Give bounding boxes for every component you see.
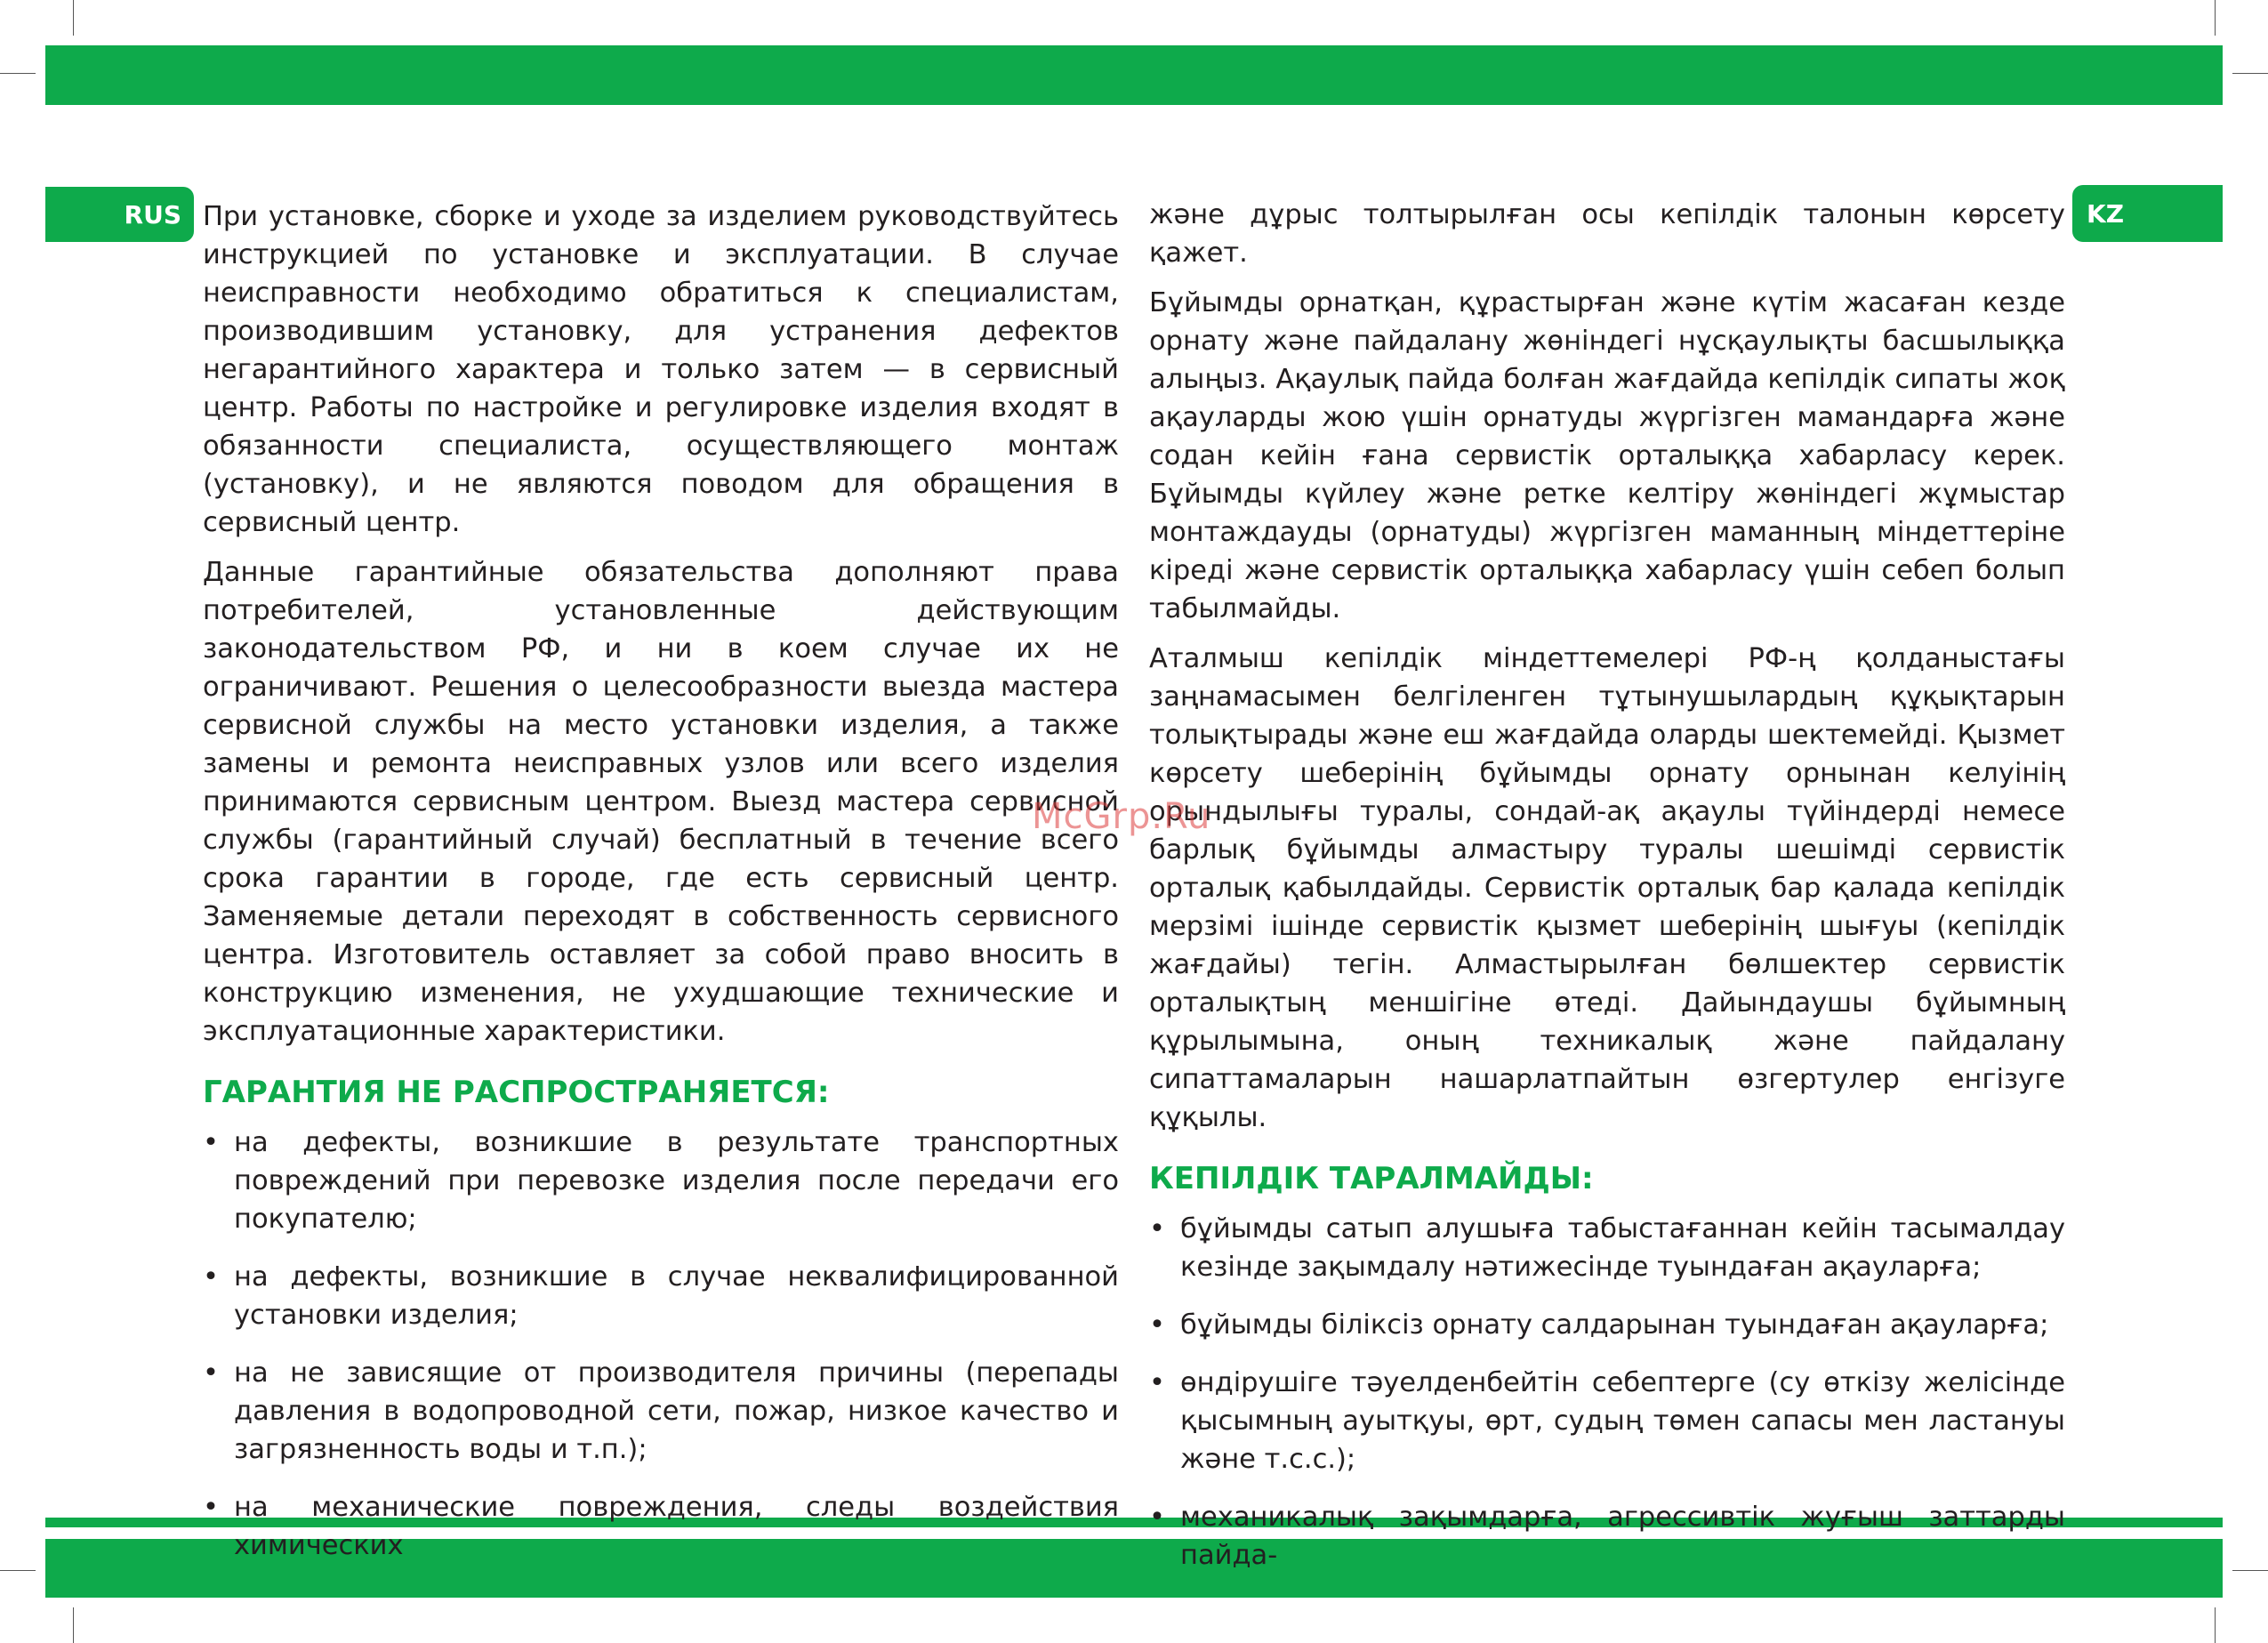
crop-mark [2232,73,2268,74]
list-item: • бұйымды біліксіз орнату салдарынан туындаған ақауларға; [1149,1309,2049,1341]
kz-heading-warranty-exclusions: КЕПІЛДІК ТАРАЛМАЙДЫ: [1149,1161,1594,1196]
crop-mark [2215,1607,2216,1643]
crop-mark [0,73,36,74]
crop-mark [73,1607,74,1643]
list-item: • бұйымды сатып алушыға табыстағаннан кейін тасымалдау кезінде зақымдалу нәтижесінде туындаған ақауларға; [1149,1213,2065,1283]
list-item: • өндірушіге тәуелденбейтін себептерге (су өткізу желісінде қысымның ауытқуы, өрт, судың төмен сапасы мен ластануы және т.с.с.); [1149,1367,2065,1475]
list-item: • на дефекты, возникшие в результате транспортных повреждений при перевозке изделия после передачи его покупателю; [203,1127,1119,1235]
top-green-band [45,45,2223,105]
list-item: • на дефекты, возникшие в случае неквалифицированной установки изделия; [203,1261,1119,1331]
list-item: • механикалық зақымдарға, агрессивтік жуғыш заттарды пайда- [1149,1502,2065,1571]
kz-exclusions-list [1149,1210,2065,1575]
rus-paragraph-1: При установке, сборке и уходе за изделием руководствуйтесь инструкцией по установке и эксплуатации. В случае неисправности необходимо обратиться к специалистам, производившим установку, для устранения дефектов негарантийного характера и только затем — в сервисный центр. Работы по настройке и регулировке изделия входят в обязанности специалиста, осуществляющего монтаж (установку), и не являются поводом для обращения в сервисный центр. [203,201,1119,538]
crop-mark [0,1570,36,1571]
list-item: • на механические повреждения, следы воздействия химических [203,1492,1119,1561]
crop-mark [73,0,74,36]
kz-paragraph-2: Бұйымды орнатқан, құрастырған және күтім жасаған кезде орнату және пайдалану жөніндегі нұсқаулықты басшылыққа алыңыз. Ақаулық пайда болған жағдайда кепілдік сипаты жоқ ақауларды жою үшін орнатуды жүргізген мамандарға және содан кейін ғана сервистік орталыққа хабарласу керек. Бұйымды күйлеу және реткe келтіру жөніндегі жұмыстар монтаждауды (орнатуды) жүргізген маманның міндеттеріне кіреді және сервистік орталыққа хабарласу үшін себеп болып табылмайды. [1149,287,2065,624]
kz-paragraph-3: Аталмыш кепілдік міндеттемелері РФ-ң қолданыстағы заңнамасымен белгіленген тұтынушылардың құқықтарын толықтырады және еш жағдайда оларды шектемейді. Қызмет көрсету шеберінің бұйымды орнату орнынан келуінің орындылығы туралы, сондай-ақ ақаулы түйіндерді немесе барлық бұйымды алмастыру туралы шешімді сервистік орталық қабылдайды. Сервистік орталық бар қалада кепілдік мерзімі ішінде сервистік қызмет шеберінің шығуы (кепілдік жағдайы) тегін. Алмастырылған бөлшектер сервистік орталықтың меншігіне өтеді. Дайындаушы бұйымның құрылымына, оның техникалық және пайдалану сипаттамаларын нашарлатпайтын өзгертулер енгізуге құқылы. [1149,643,2065,1133]
language-tab-rus: RUS [45,187,194,242]
rus-paragraph-2: Данные гарантийные обязательства дополняют права потребителей, установленные действующим законодательством РФ, и ни в коем случае их не ограничивают. Решения о целесообразности выезда мастера сервисной службы на место установки изделия, а также замены и ремонта неисправных узлов или всего изделия принимаются сервисным центром. Выезд мастера сервисной службы (гарантийный случай) бесплатный в течение всего срока гарантии в городе, где есть сервисный центр. Заменяемые детали переходят в собственность сервисного центра. Изготовитель оставляет за собой право вносить в конструкцию изменения, не ухудшающие технические и эксплуатационные характеристики. [203,557,1119,1047]
language-tab-kz: KZ [2072,185,2223,242]
rus-column [203,197,1119,1584]
crop-mark [2232,1570,2268,1571]
kz-column [1149,196,2065,1594]
crop-mark [2215,0,2216,36]
list-item: • на не зависящие от производителя причины (перепады давления в водопроводной сети, пожар, низкое качество и загрязненность воды и т.п.); [203,1357,1119,1465]
rus-heading-warranty-exclusions: ГАРАНТИЯ НЕ РАСПРОСТРАНЯЕТСЯ: [203,1075,830,1110]
rus-exclusions-list [203,1124,1119,1565]
watermark-text: McGrp.Ru [1032,796,1211,837]
kz-paragraph-1: және дұрыс толтырылған осы кепілдік талонын көрсету қажет. [1149,199,2065,269]
